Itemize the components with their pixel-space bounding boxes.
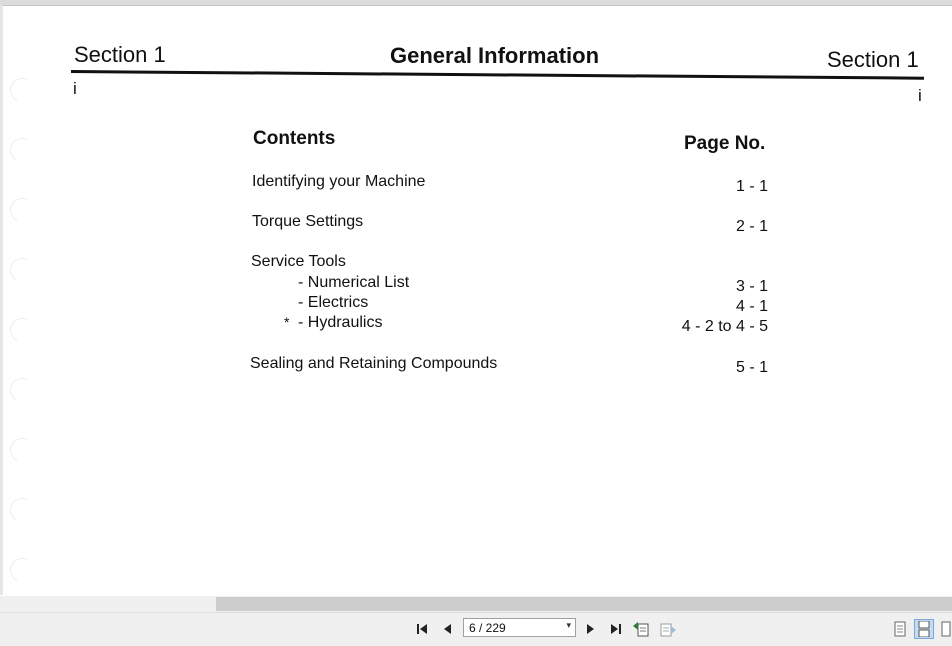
previous-view-icon[interactable]	[632, 620, 650, 638]
punch-hole-mark	[7, 375, 38, 406]
page-navigation-bar	[0, 612, 952, 646]
chevron-down-icon: ▾	[566, 620, 571, 630]
toc-entry-page: 4 - 2 to 4 - 5	[681, 318, 768, 335]
last-page-icon[interactable]	[606, 620, 624, 638]
toc-subentry-label: - Electrics	[298, 294, 369, 311]
toc-entry-page: 2 - 1	[735, 218, 768, 235]
document-page	[3, 6, 952, 596]
single-page-view-icon[interactable]	[891, 620, 909, 638]
page-marker-right: i	[918, 86, 922, 105]
page-indicator: 6 / 229	[469, 621, 506, 635]
toc-entry-label: Identifying your Machine	[252, 173, 426, 190]
page-marker-left: i	[73, 79, 77, 98]
header-rule	[71, 70, 924, 80]
toc-entry-label: Sealing and Retaining Compounds	[250, 355, 498, 372]
toc-entry-page: 5 - 1	[735, 359, 768, 376]
continuous-view-icon[interactable]	[914, 619, 934, 639]
toc-entry-page: 4 - 1	[735, 298, 768, 315]
revision-marker: *	[284, 314, 290, 330]
header-section-left: Section 1	[74, 42, 166, 67]
horizontal-scrollbar[interactable]	[0, 596, 952, 612]
punch-hole-mark	[7, 135, 38, 166]
next-page-icon[interactable]	[581, 620, 599, 638]
previous-page-icon[interactable]	[439, 620, 457, 638]
toc-entry-label: Service Tools	[251, 253, 346, 270]
page-title: General Information	[390, 43, 600, 68]
punch-hole-mark	[7, 255, 38, 286]
page-no-heading: Page No.	[684, 133, 766, 154]
next-view-icon[interactable]	[659, 620, 677, 638]
punch-hole-mark	[7, 555, 38, 586]
page-number-dropdown[interactable]	[463, 618, 576, 637]
contents-heading: Contents	[253, 128, 336, 149]
first-page-icon[interactable]	[414, 620, 432, 638]
facing-view-icon[interactable]	[938, 620, 952, 638]
toc-entry-label: Torque Settings	[252, 213, 364, 230]
scrollbar-thumb[interactable]	[216, 597, 952, 611]
toc-subentry-label: - Numerical List	[298, 274, 410, 291]
toc-entry-page: 3 - 1	[735, 278, 768, 295]
punch-hole-mark	[7, 315, 38, 346]
punch-hole-mark	[7, 495, 38, 526]
punch-hole-mark	[7, 75, 38, 106]
punch-hole-mark	[7, 195, 38, 226]
toc-subentry-label: - Hydraulics	[298, 314, 383, 331]
punch-hole-mark	[7, 435, 38, 466]
header-section-right: Section 1	[827, 47, 919, 72]
toc-entry-page: 1 - 1	[735, 178, 768, 195]
